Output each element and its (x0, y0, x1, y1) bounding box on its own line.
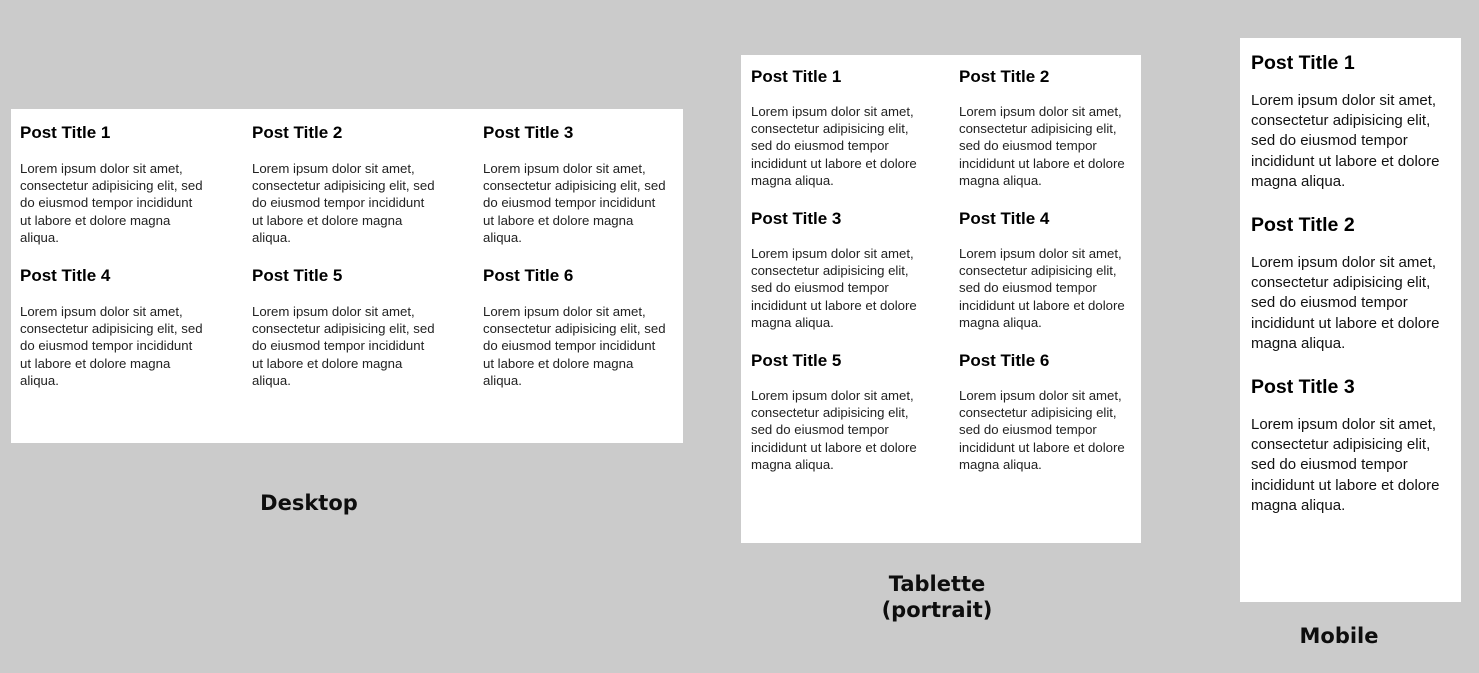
post-title: Post Title 5 (751, 351, 842, 371)
post-card (483, 266, 683, 389)
post-excerpt: Lorem ipsum dolor sit amet, consectetur adipisicing elit, sed do eiusmod tempor incididunt ut labore et dolore magna aliqua. (483, 304, 666, 388)
desktop-layout-panel (11, 109, 683, 443)
post-excerpt: Lorem ipsum dolor sit amet, consectetur adipisicing elit, sed do eiusmod tempor incididunt ut labore et dolore magna aliqua. (252, 161, 435, 245)
post-title: Post Title 5 (252, 266, 343, 286)
post-card (20, 123, 252, 246)
post-excerpt: Lorem ipsum dolor sit amet, consectetur adipisicing elit, sed do eiusmod tempor incididunt ut labore et dolore magna aliqua. (751, 104, 917, 188)
post-title: Post Title 1 (1251, 52, 1355, 74)
tablet-caption: Tablette (portrait) (881, 572, 993, 622)
post-title: Post Title 3 (1251, 376, 1355, 399)
post-title: Post Title 1 (751, 67, 842, 86)
post-title: Post Title 4 (20, 266, 111, 286)
post-card (751, 209, 959, 331)
post-excerpt: Lorem ipsum dolor sit amet, consectetur adipisicing elit, sed do eiusmod tempor incididunt ut labore et dolore magna aliqua. (751, 388, 917, 472)
post-card (252, 266, 483, 389)
post-card (751, 351, 959, 473)
post-card (252, 123, 483, 246)
post-excerpt: Lorem ipsum dolor sit amet, consectetur adipisicing elit, sed do eiusmod tempor incididunt ut labore et dolore magna aliqua. (751, 246, 917, 330)
post-excerpt: Lorem ipsum dolor sit amet, consectetur adipisicing elit, sed do eiusmod tempor incididunt ut labore et dolore magna aliqua. (20, 304, 203, 388)
post-card (1251, 51, 1456, 192)
post-card (1251, 213, 1456, 354)
post-title: Post Title 4 (959, 209, 1050, 229)
post-title: Post Title 2 (1251, 214, 1355, 237)
post-excerpt: Lorem ipsum dolor sit amet, consectetur adipisicing elit, sed do eiusmod tempor incididunt ut labore et dolore magna aliqua. (252, 304, 435, 388)
desktop-caption: Desktop (260, 491, 358, 515)
mobile-caption: Mobile (1299, 624, 1379, 648)
post-card (483, 123, 683, 246)
post-excerpt: Lorem ipsum dolor sit amet, consectetur adipisicing elit, sed do eiusmod tempor incididunt ut labore et dolore magna aliqua. (1251, 254, 1440, 352)
post-card (959, 351, 1141, 473)
post-excerpt: Lorem ipsum dolor sit amet, consectetur adipisicing elit, sed do eiusmod tempor incididunt ut labore et dolore magna aliqua. (483, 161, 666, 245)
mobile-layout-panel (1240, 38, 1461, 602)
post-excerpt: Lorem ipsum dolor sit amet, consectetur adipisicing elit, sed do eiusmod tempor incididunt ut labore et dolore magna aliqua. (1251, 92, 1440, 190)
post-card (20, 266, 252, 389)
post-excerpt: Lorem ipsum dolor sit amet, consectetur adipisicing elit, sed do eiusmod tempor incididunt ut labore et dolore magna aliqua. (20, 161, 203, 245)
post-title: Post Title 2 (252, 123, 343, 142)
tablet-layout-panel (741, 55, 1141, 543)
post-card (959, 209, 1141, 331)
post-title: Post Title 6 (483, 266, 574, 286)
post-excerpt: Lorem ipsum dolor sit amet, consectetur adipisicing elit, sed do eiusmod tempor incididunt ut labore et dolore magna aliqua. (959, 104, 1125, 188)
post-title: Post Title 3 (483, 123, 574, 142)
post-card (959, 67, 1141, 189)
post-card (1251, 375, 1456, 516)
post-title: Post Title 1 (20, 123, 111, 142)
post-card (751, 67, 959, 189)
post-title: Post Title 6 (959, 351, 1050, 371)
post-excerpt: Lorem ipsum dolor sit amet, consectetur adipisicing elit, sed do eiusmod tempor incididunt ut labore et dolore magna aliqua. (1251, 416, 1440, 514)
post-excerpt: Lorem ipsum dolor sit amet, consectetur adipisicing elit, sed do eiusmod tempor incididunt ut labore et dolore magna aliqua. (959, 246, 1125, 330)
post-excerpt: Lorem ipsum dolor sit amet, consectetur adipisicing elit, sed do eiusmod tempor incididunt ut labore et dolore magna aliqua. (959, 388, 1125, 472)
post-title: Post Title 2 (959, 67, 1050, 86)
post-title: Post Title 3 (751, 209, 842, 229)
